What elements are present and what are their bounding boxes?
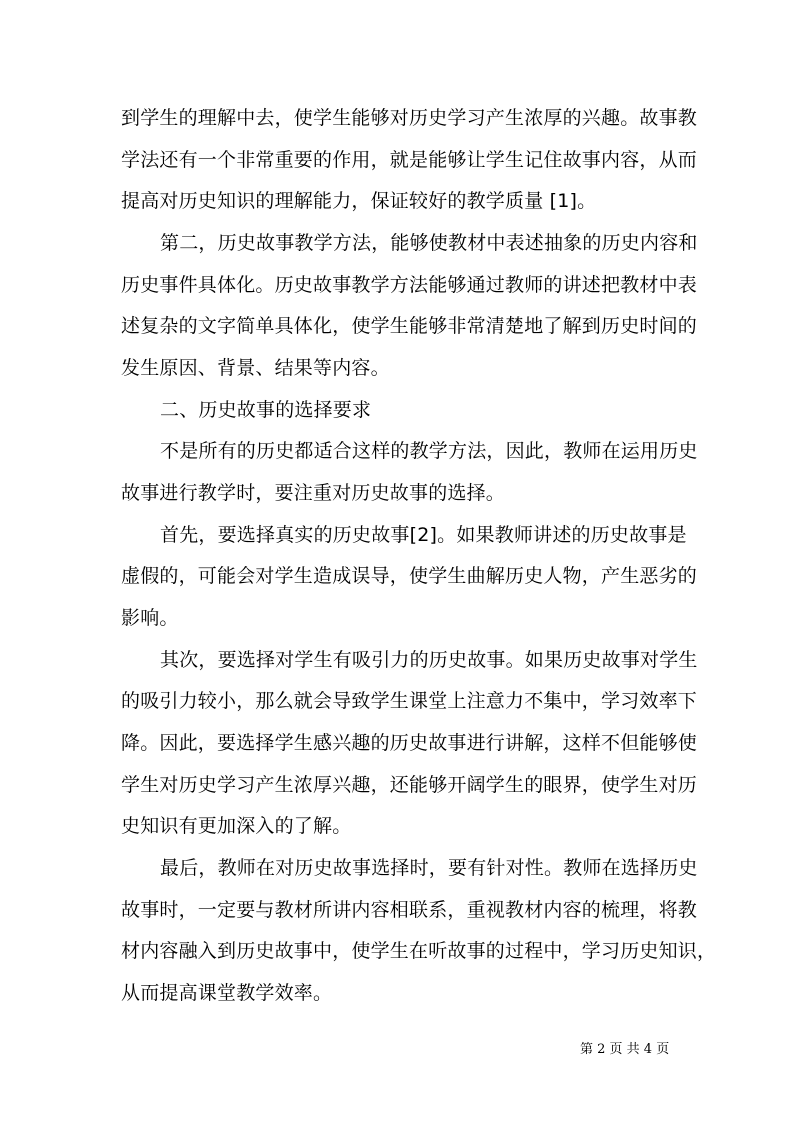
text-line: 故事时，一定要与教材所讲内容相联系，重视教材内容的梳理，将教 <box>121 899 698 921</box>
text-line: 提高对历史知识的理解能力，保证较好的教学质量 [1]。 <box>121 190 597 212</box>
page-footer: 第 2 页 共 4 页 <box>580 1042 670 1057</box>
text-line: 首先，要选择真实的历史故事[2]。如果教师讲述的历史故事是 <box>160 524 687 546</box>
text-line: 从而提高课堂教学效率。 <box>121 982 333 1004</box>
text-line: 虚假的，可能会对学生造成误导，使学生曲解历史人物，产生恶劣的 <box>121 565 698 587</box>
text-line: 影响。 <box>121 607 179 629</box>
text-line: 其次，要选择对学生有吸引力的历史故事。如果历史故事对学生 <box>160 649 698 671</box>
text-line: 故事进行教学时，要注重对历史故事的选择。 <box>121 482 506 504</box>
text-line: 史知识有更加深入的了解。 <box>121 815 352 837</box>
text-line: 最后，教师在对历史故事选择时，要有针对性。教师在选择历史 <box>160 857 698 879</box>
text-line: 不是所有的历史都适合这样的教学方法，因此，教师在运用历史 <box>160 440 698 462</box>
section-heading: 二、历史故事的选择要求 <box>160 399 372 421</box>
text-line: 的吸引力较小，那么就会导致学生课堂上注意力不集中，学习效率下 <box>121 690 698 712</box>
text-line: 述复杂的文字简单具体化，使学生能够非常清楚地了解到历史时间的 <box>121 315 698 337</box>
text-line: 发生原因、背景、结果等内容。 <box>121 357 390 379</box>
text-line: 第二，历史故事教学方法，能够使教材中表述抽象的历史内容和 <box>160 232 698 254</box>
text-line: 学生对历史学习产生浓厚兴趣，还能够开阔学生的眼界，使学生对历 <box>121 774 698 796</box>
text-line: 到学生的理解中去，使学生能够对历史学习产生浓厚的兴趣。故事教 <box>121 107 698 129</box>
text-line: 材内容融入到历史故事中，使学生在听故事的过程中，学习历史知识， <box>121 940 717 962</box>
text-line: 学法还有一个非常重要的作用，就是能够让学生记住故事内容，从而 <box>121 149 698 171</box>
text-line: 历史事件具体化。历史故事教学方法能够通过教师的讲述把教材中表 <box>121 274 698 296</box>
text-line: 降。因此，要选择学生感兴趣的历史故事进行讲解，这样不但能够使 <box>121 732 698 754</box>
